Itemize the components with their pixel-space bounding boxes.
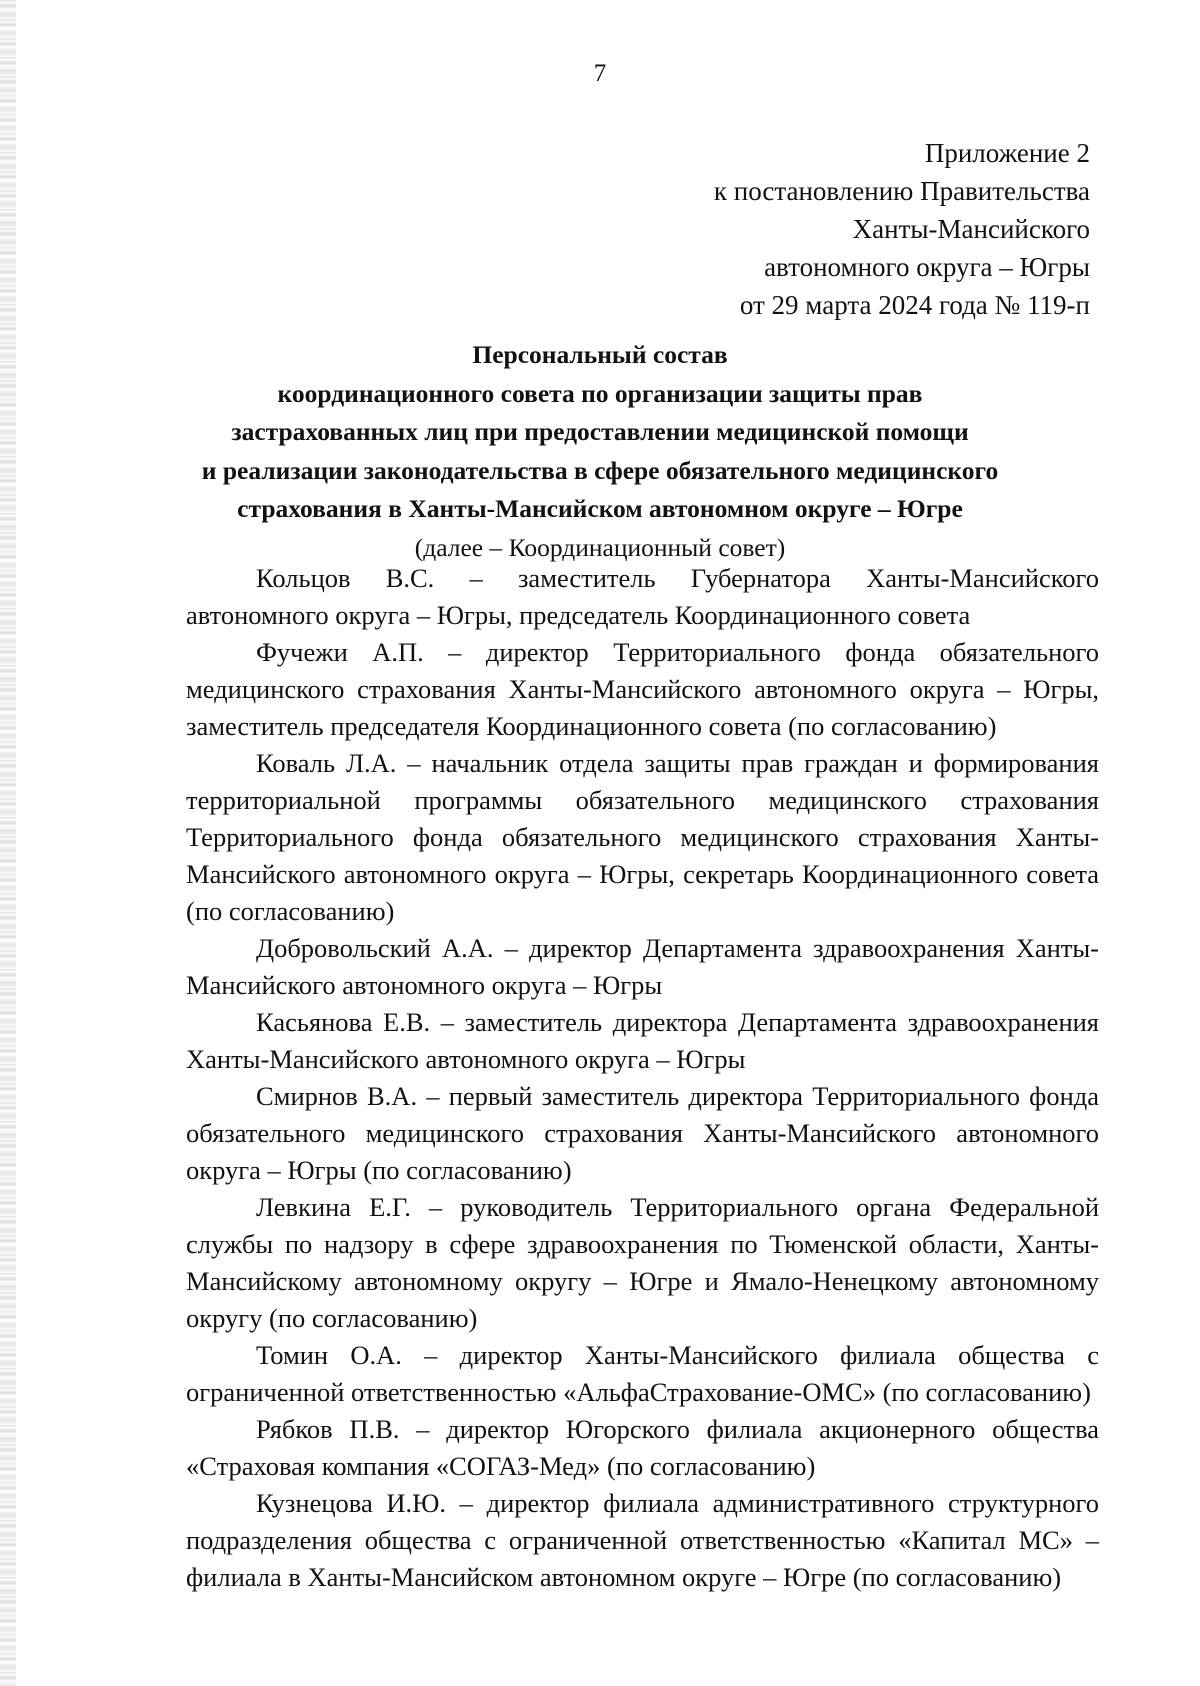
member-entry: Добровольский А.А. – директор Департамента здравоохранения Ханты-Мансийского автономного округа – Югры	[186, 933, 1099, 1000]
scan-edge	[0, 0, 16, 1686]
title-line: координационного совета по организации защиты прав	[277, 378, 923, 408]
title-line: Персональный состав	[472, 340, 728, 369]
appendix-header	[714, 134, 1090, 324]
appendix-line: Приложение 2	[924, 138, 1090, 168]
member-entry: Смирнов В.А. – первый заместитель директора Территориального фонда обязательного медицинского страхования Ханты-Мансийского автономного округа – Югры (по согласованию)	[186, 1081, 1099, 1185]
appendix-line: автономного округа – Югры	[764, 252, 1090, 282]
member-entry: Фучежи А.П. – директор Территориального фонда обязательного медицинского страхования Ханты-Мансийского автономного округа – Югры, заместитель председателя Координационного совета (по согласованию)	[186, 637, 1099, 741]
member-entry: Касьянова Е.В. – заместитель директора Департамента здравоохранения Ханты-Мансийского автономного округа – Югры	[186, 1007, 1099, 1074]
appendix-line: Ханты-Мансийского	[852, 214, 1090, 244]
title-line: и реализации законодательства в сфере обязательного медицинского	[201, 455, 999, 485]
document-title	[130, 336, 1070, 567]
member-entry: Кузнецова И.Ю. – директор филиала административного структурного подразделения общества с ограниченной ответственностью «Капитал МС» – филиала в Ханты-Мансийском автономном округе – Югре (по согласованию)	[186, 1488, 1099, 1592]
member-entry: Левкина Е.Г. – руководитель Территориального органа Федеральной службы по надзору в сфере здравоохранения по Тюменской области, Ханты-Мансийскому автономному округу – Югре и Ямало-Ненецкому автономному округу (по согласованию)	[186, 1192, 1099, 1333]
appendix-line: к постановлению Правительства	[713, 176, 1090, 206]
title-line: страхования в Ханты-Мансийском автономном округе – Югре	[237, 494, 963, 523]
member-entry: Коваль Л.А. – начальник отдела защиты прав граждан и формирования территориальной программы обязательного медицинского страхования Территориального фонда обязательного медицинского страхования Ханты-Мансийского автономного округа – Югры, секретарь Координационного совета (по согласованию)	[186, 748, 1099, 926]
member-entry: Рябков П.В. – директор Югорского филиала акционерного общества «Страховая компания «СОГАЗ-Мед» (по согласованию)	[186, 1414, 1099, 1481]
title-line: застрахованных лиц при предоставлении медицинской помощи	[231, 417, 969, 446]
title-subtitle: (далее – Координационный совет)	[414, 532, 786, 562]
members-list	[186, 560, 1099, 1596]
member-entry: Кольцов В.С. – заместитель Губернатора Ханты-Мансийского автономного округа – Югры, председатель Координационного совета	[186, 563, 1099, 630]
page-number: 7	[593, 60, 607, 87]
member-entry: Томин О.А. – директор Ханты-Мансийского филиала общества с ограниченной ответственностью «АльфаСтрахование-ОМС» (по согласованию)	[186, 1340, 1099, 1407]
appendix-line: от 29 марта 2024 года № 119-п	[739, 290, 1090, 320]
